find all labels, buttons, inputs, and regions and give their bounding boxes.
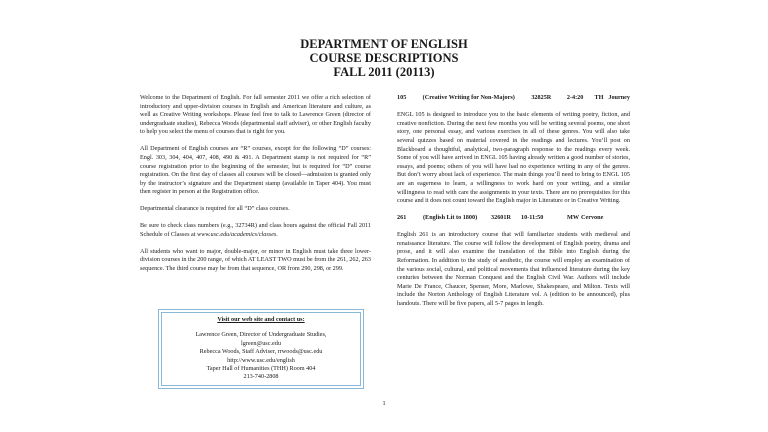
course-types-paragraph: All Department of English courses are “R” courses, except for the following “D” courses: Engl. 303, 304, 404, 407, 408, 490 & 491. A Department stamp is not required for “R” course registration prior to the beginning of the semester, but is required for “D” course registration. On the first day of classes all courses will be closed—admission is granted only by the instructor’s signature and the Department stamp (available in Taper 404). You must then register in person at the Registration office. — [140, 145, 371, 196]
schedule-link[interactable]: www.usc.edu/academics/classes. — [197, 230, 278, 238]
major-requirements-paragraph: All students who want to major, double-major, or minor in English must take three lower-division courses in the 200 range, of which AT LEAST TWO must be from the 261, 262, 263 sequence. The third course may be from that sequence, OR from 290, 298, or 299. — [140, 247, 371, 273]
course-instructor: Cervone — [581, 214, 604, 222]
course-number: 261 — [397, 214, 407, 222]
course-header — [397, 214, 630, 223]
title-semester: FALL 2011 (20113) — [333, 65, 435, 79]
course-instructor: Journey — [608, 94, 630, 101]
class-numbers-paragraph — [140, 222, 371, 239]
course-title: (English Lit to 1800) — [423, 214, 478, 222]
contact-director-email[interactable]: lgreen@usc.edu — [241, 339, 281, 347]
title-course-descriptions: COURSE DESCRIPTIONS — [309, 51, 459, 65]
course-description: English 261 is an introductory course that will familiarize students with medieval and renaissance literature. The course will follow the development of English poetry, drama and prose, and it will also examine the translation of the Bible into English during the Reformation. In addition to the study of aesthetic, the course will employ an examination of the various social, cultural, and political movements that influenced literature during the key centuries between the Norman Conquest and the English Civil War. Authors will include Marie De France, Chaucer, Spenser, More, Marlowe, Shakespeare, and Milton. Texts will include the Norton Anthology of English Literature vol. A (edition to be announced), plus handouts. There will be five papers, all 5-7 pages in length. — [397, 231, 630, 308]
page-title — [0, 37, 768, 79]
course-description: ENGL 105 is designed to introduce you to the basic elements of writing poetry, fiction, and creative nonfiction. During the next few months you will be writing several poems, one short story, one personal essay, and various exercises in all of these genres. You will also take several quizzes based on material covered in the readings and lectures. You’ll post on Blackboard a thoughtful, analytical, two-paragraph response to the readings every week. Some of you will have arrived in ENGL 105 having already written a good number of stories, essays, and poems; others of you will have had no experience writing in any of the genres. But don’t worry about lack of experience. The main things you’ll need to bring to ENGL 105 are an eagerness to learn, a willingness to work hard on your writing, and a similar willingness to read with care the assignments in your texts. There are no prerequisites for this course and it does not count toward the English major in Literature or in Creative Writing. — [397, 111, 630, 205]
course-days: MW — [567, 214, 580, 222]
course-time: 2-4:20 — [566, 94, 584, 101]
title-department: DEPARTMENT OF ENGLISH — [300, 37, 468, 51]
contact-website[interactable]: http://www.usc.edu/english — [227, 356, 295, 364]
contact-heading[interactable]: Visit our web site and contact us: — [217, 316, 305, 323]
contact-adviser[interactable]: Rebecca Woods, Staff Adviser, rrwoods@usc.edu — [199, 348, 323, 356]
course-header — [397, 94, 630, 103]
welcome-paragraph: Welcome to the Department of English. For fall semester 2011 we offer a rich selection of introductory and upper-division courses in English and American literature and culture, as well as Creative Writing workshops. Please feel free to talk to Lawrence Green (director of undergraduate studies), Rebecca Woods (departmental staff adviser), or other English faculty to help you select the menu of courses that is right for you. — [140, 94, 371, 136]
course-days: TH — [594, 94, 604, 101]
left-column — [140, 94, 371, 282]
contact-box-inner — [161, 312, 361, 386]
course-class-number: 32601R — [491, 214, 511, 222]
contact-director: Lawrence Green, Director of Undergraduate Studies, — [195, 331, 327, 339]
page-number: 1 — [382, 400, 386, 407]
course-title: (Creative Writing for Non-Majors) — [422, 94, 515, 101]
class-numbers-text: Be sure to check class numbers (e.g., 32734R) and class hours against the official Fall 2011 Schedule of Classes at — [140, 222, 371, 238]
contact-phone: 213-740-2808 — [243, 373, 279, 381]
course-time: 10-11:50 — [521, 214, 544, 222]
contact-box — [158, 309, 364, 389]
course-class-number: 32825R — [531, 94, 552, 101]
clearance-paragraph: Departmental clearance is required for all “D” class courses. — [140, 205, 290, 213]
contact-office: Taper Hall of Humanities (THH) Room 404 — [206, 365, 316, 373]
right-column — [397, 94, 630, 317]
course-number: 105 — [397, 94, 407, 101]
